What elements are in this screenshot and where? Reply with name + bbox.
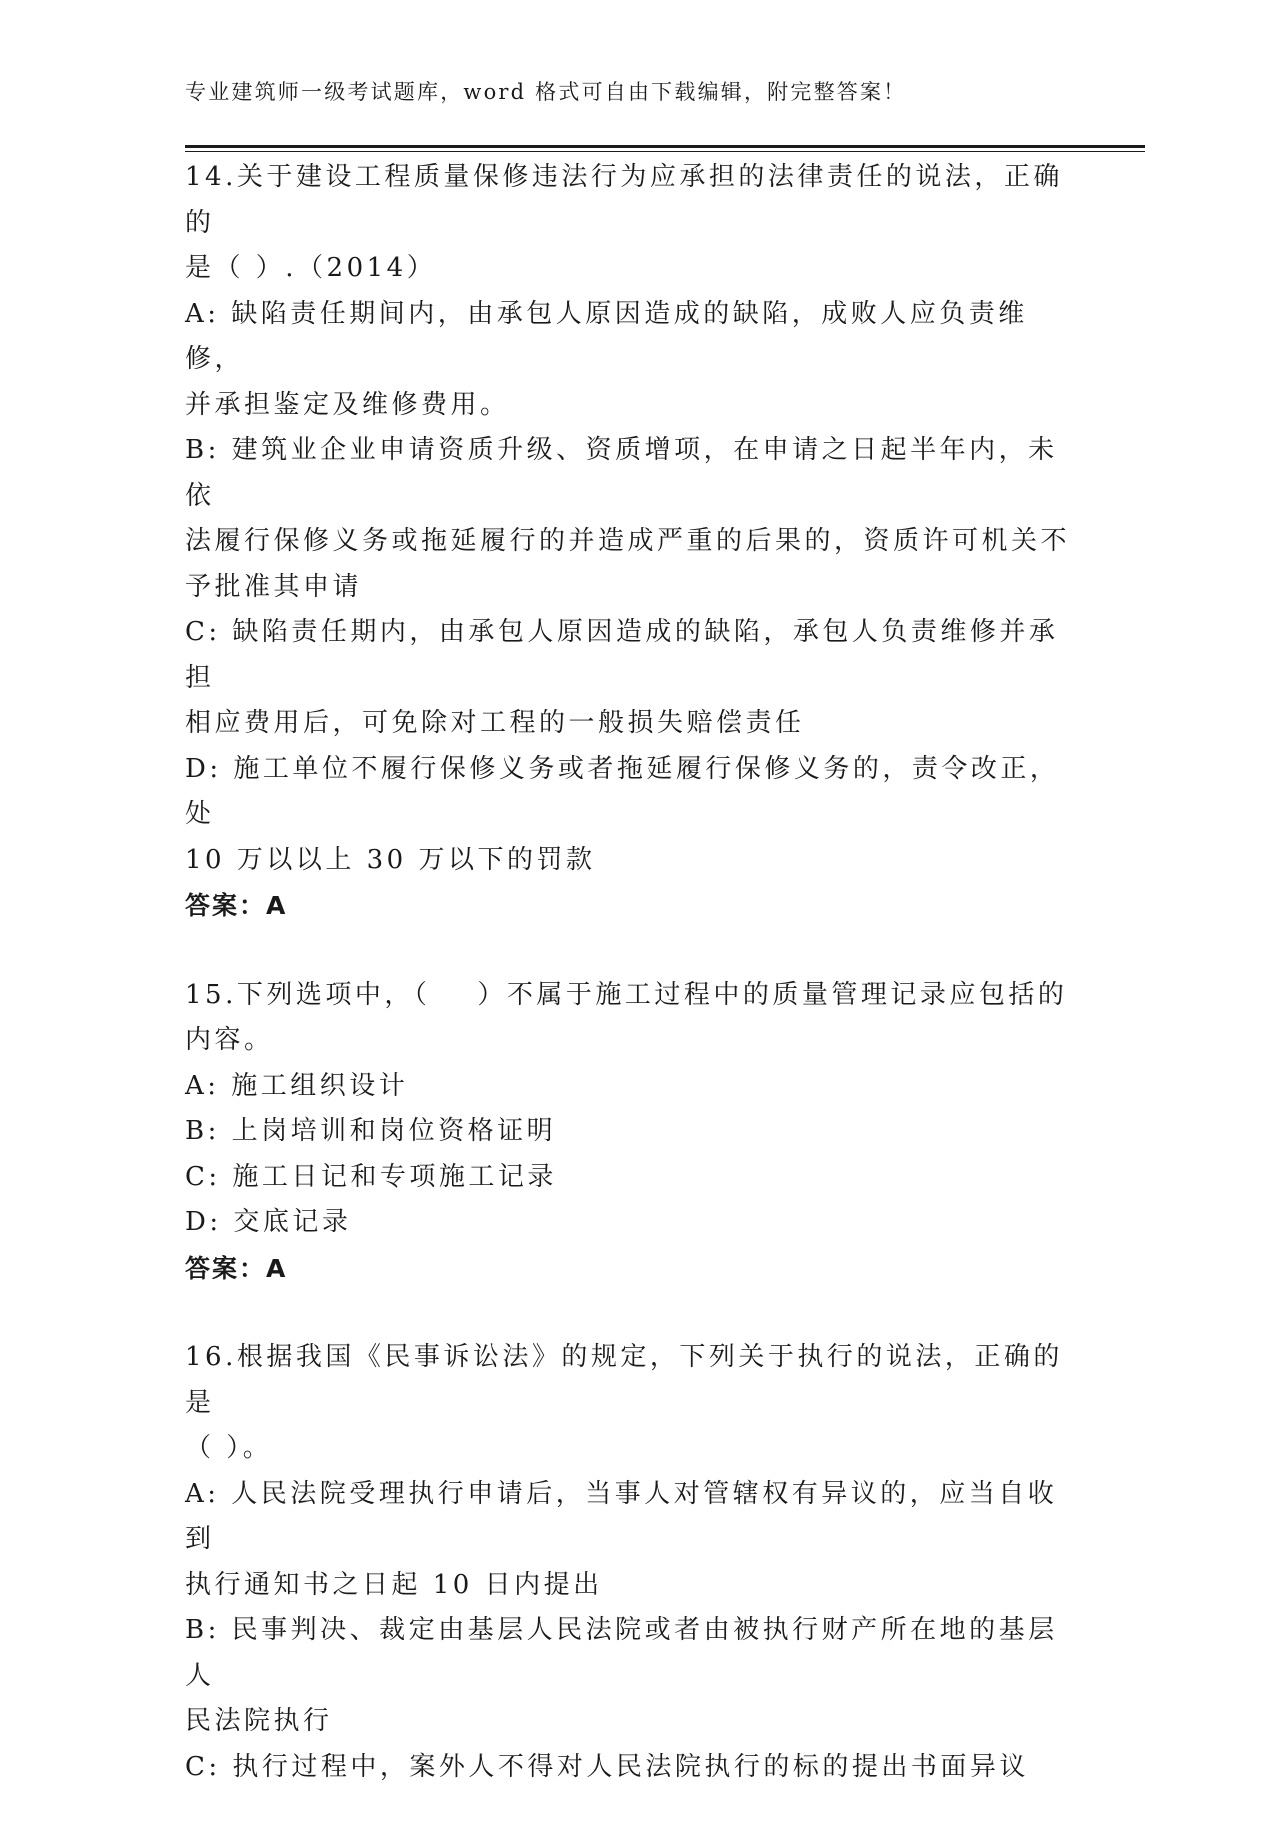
- option-b-line: B: 民事判决、裁定由基层人民法院或者由被执行财产所在地的基层人: [185, 1615, 1058, 1691]
- option-c-line: 相应费用后，可免除对工程的一般损失赔偿责任: [185, 708, 805, 738]
- option-a-line: A: 缺陷责任期间内，由承包人原因造成的缺陷，成败人应负责维修，: [185, 298, 1028, 374]
- option-d-line: 10 万以以上 30 万以下的罚款: [185, 844, 596, 875]
- header-rule-thin: [185, 151, 1145, 152]
- option-b-line: B: 上岗培训和岗位资格证明: [185, 1116, 557, 1146]
- option-b-line: 予批准其申请: [185, 571, 363, 602]
- question-15: [185, 973, 1085, 1292]
- question-16: [185, 1335, 1085, 1790]
- question-stem-line: （ ）。: [185, 1433, 273, 1463]
- option-d-line: D: 交底记录: [185, 1207, 352, 1237]
- option-a-line: 执行通知书之日起 10 日内提出: [185, 1569, 603, 1600]
- option-d-line: D: 施工单位不履行保修义务或者拖延履行保修义务的，责令改正，处: [185, 753, 1060, 829]
- option-c-line: C: 施工日记和专项施工记录: [185, 1161, 557, 1192]
- option-b-line: 法履行保修义务或拖延履行的并造成严重的后果的，资质许可机关不: [185, 526, 1071, 556]
- option-b-line: 民法院执行: [185, 1706, 333, 1736]
- question-stem-line: 16.根据我国《民事诉讼法》的规定，下列关于执行的说法，正确的是: [185, 1342, 1063, 1418]
- answer-label: 答案：A: [185, 1253, 288, 1283]
- option-c-line: C: 执行过程中，案外人不得对人民法院执行的标的提出书面异议: [185, 1751, 1029, 1782]
- header-rule: [185, 145, 1145, 148]
- option-b-line: B: 建筑业企业申请资质升级、资质增项，在申请之日起半年内，未依: [185, 435, 1058, 511]
- page-header: 专业建筑师一级考试题库，word 格式可自由下载编辑，附完整答案！: [185, 80, 907, 104]
- question-list: [185, 155, 1085, 1834]
- question-stem-line: 内容。: [185, 1025, 274, 1055]
- question-stem-line: 14.关于建设工程质量保修违法行为应承担的法律责任的说法，正确的: [185, 162, 1063, 238]
- option-a-line: A: 人民法院受理执行申请后，当事人对管辖权有异议的，应当自收到: [185, 1478, 1058, 1554]
- question-14: [185, 155, 1085, 929]
- answer-label: 答案：A: [185, 891, 288, 920]
- question-stem-line: 是（ ）.（2014）: [185, 253, 437, 283]
- option-a-line: 并承担鉴定及维修费用。: [185, 389, 510, 420]
- question-stem-line: 15.下列选项中，（ ）不属于施工过程中的质量管理记录应包括的: [185, 979, 1068, 1010]
- option-a-line: A: 施工组织设计: [185, 1070, 409, 1101]
- option-c-line: C: 缺陷责任期内，由承包人原因造成的缺陷，承包人负责维修并承担: [185, 617, 1059, 693]
